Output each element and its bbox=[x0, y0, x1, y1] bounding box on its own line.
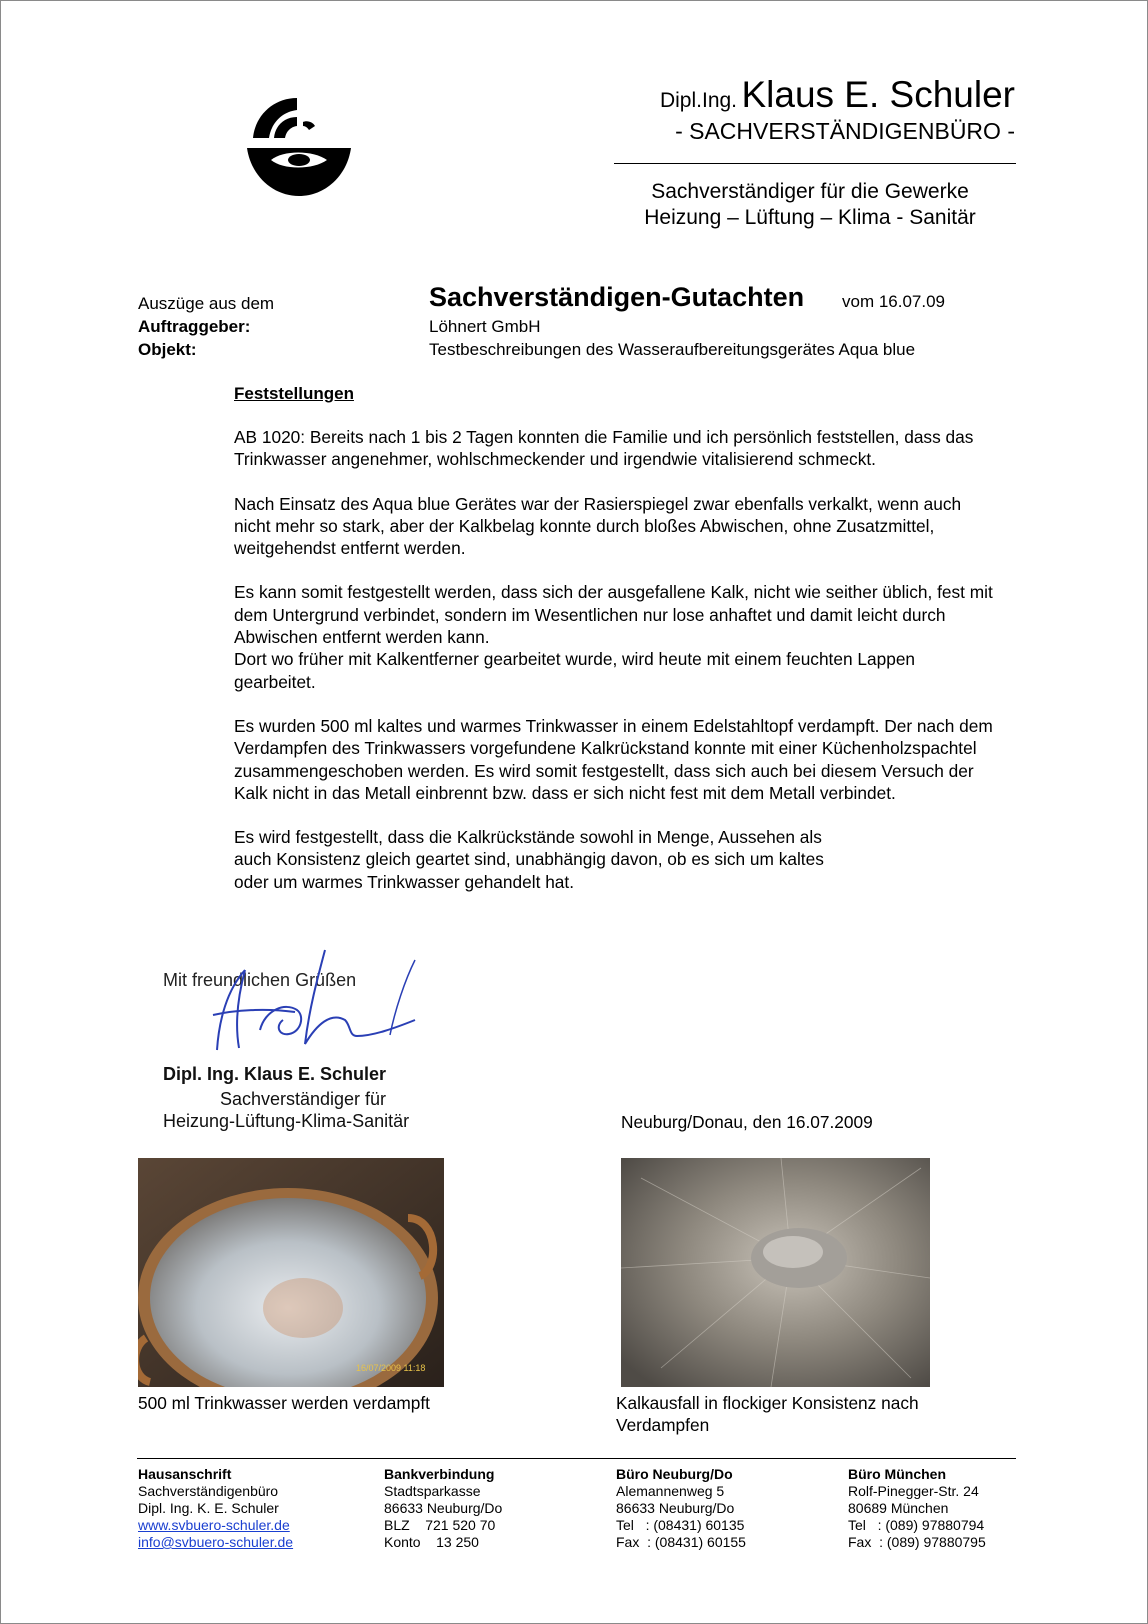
document-date: vom 16.07.09 bbox=[842, 292, 946, 311]
handwritten-signature bbox=[205, 940, 435, 1055]
greeting: Mit freundlichen Grüßen bbox=[163, 970, 357, 990]
footer-line: Fax : (089) 97880795 bbox=[848, 1534, 986, 1550]
lime-residue-image bbox=[621, 1158, 930, 1387]
finding-paragraph: oder um warmes Trinkwasser gehandelt hat. bbox=[234, 871, 575, 892]
photo-timestamp: 16/07/2009 11:18 bbox=[356, 1363, 426, 1373]
findings-body bbox=[234, 426, 994, 915]
photo-lime-residue bbox=[621, 1158, 930, 1387]
finding-paragraph: Es kann somit festgestellt werden, dass sich der ausgefallene Kalk, nicht wie seither üblich, fest mit dem Untergrund verbindet, sondern im Wesentlichen nur lose anhaftet und damit leicht durch Abwischen entfernt werden kann. bbox=[234, 582, 993, 648]
name-main: Klaus E. Schuler bbox=[741, 74, 1015, 115]
footer-line: 86633 Neuburg/Do bbox=[384, 1500, 503, 1516]
company-logo bbox=[243, 92, 355, 200]
footer-line: Tel : (089) 97880794 bbox=[848, 1517, 985, 1533]
signature-name: Dipl. Ing. Klaus E. Schuler bbox=[163, 1064, 387, 1084]
footer-line: Fax : (08431) 60155 bbox=[616, 1534, 746, 1550]
email-link[interactable]: info@svbuero-schuler.de bbox=[138, 1534, 294, 1550]
finding-paragraph: Es wurden 500 ml kaltes und warmes Trinkwasser in einem Edelstahltopf verdampft. Der nach dem Verdampfen des Trinkwassers vorgefundene Kalkrückstand konnte mit einer Küchenholzspachtel zusammengeschoben werden. Es wird somit festgestellt, dass sich auch bei diesem Versuch der Kalk nicht in das Metall einbrennt bzw. dass er sich nicht fest mit dem Metall verbindet. bbox=[234, 715, 993, 803]
footer-heading: Büro Neuburg/Do bbox=[616, 1466, 733, 1482]
photo-right-caption-2: Verdampfen bbox=[616, 1415, 710, 1435]
object-label: Objekt: bbox=[138, 340, 197, 359]
footer-line: Dipl. Ing. K. E. Schuler bbox=[138, 1500, 279, 1516]
client-value: Löhnert GmbH bbox=[429, 317, 541, 336]
footer-bank bbox=[384, 1466, 502, 1551]
footer-divider bbox=[137, 1458, 1016, 1459]
client-label: Auftraggeber: bbox=[138, 317, 251, 336]
findings-heading: Feststellungen bbox=[234, 384, 354, 403]
footer-heading: Hausanschrift bbox=[138, 1466, 232, 1482]
header-divider bbox=[614, 163, 1016, 164]
document-title: Sachverständigen-Gutachten bbox=[429, 282, 805, 312]
finding-paragraph: Dort wo früher mit Kalkentferner gearbeitet wurde, wird heute mit einem feuchten Lappen gearbeitet. bbox=[234, 649, 916, 692]
photo-boiling-pot bbox=[138, 1158, 444, 1387]
place-and-date: Neuburg/Donau, den 16.07.2009 bbox=[621, 1112, 873, 1132]
finding-paragraph: Es wird festgestellt, dass die Kalkrückstände sowohl in Menge, Aussehen als auch Konsistenz gleich geartet sind, unabhängig davon, ob es sich um kaltes bbox=[234, 827, 824, 870]
footer-line: Alemannenweg 5 bbox=[616, 1483, 725, 1499]
footer-line: BLZ 721 520 70 bbox=[384, 1517, 496, 1533]
website-link[interactable]: www.svbuero-schuler.de bbox=[138, 1517, 290, 1533]
boiling-pot-image bbox=[138, 1158, 444, 1387]
footer-office-muenchen bbox=[848, 1466, 986, 1551]
expertise-line-2: Heizung – Lüftung – Klima - Sanitär bbox=[644, 206, 976, 229]
photo-right-caption-1: Kalkausfall in flockiger Konsistenz nach bbox=[616, 1393, 919, 1413]
footer-line: 86633 Neuburg/Do bbox=[616, 1500, 735, 1516]
finding-paragraph: AB 1020: Bereits nach 1 bis 2 Tagen konnten die Familie und ich persönlich feststellen, dass das Trinkwasser angenehmer, wohlschmeckender und irgendwie vitalisierend schmeckt. bbox=[234, 427, 974, 470]
footer-line: 80689 München bbox=[848, 1500, 949, 1516]
footer-address bbox=[138, 1466, 293, 1551]
footer-line: Tel : (08431) 60135 bbox=[616, 1517, 745, 1533]
expert-name bbox=[615, 74, 1015, 116]
footer-line: Rolf-Pinegger-Str. 24 bbox=[848, 1483, 979, 1499]
expertise-line-1: Sachverständiger für die Gewerke bbox=[651, 180, 969, 203]
footer-heading: Büro München bbox=[848, 1466, 946, 1482]
footer-heading: Bankverbindung bbox=[384, 1466, 495, 1482]
office-title: - SACHVERSTÄNDIGENBÜRO - bbox=[675, 118, 1015, 144]
footer-line: Stadtsparkasse bbox=[384, 1483, 481, 1499]
name-prefix: Dipl.Ing. bbox=[659, 89, 738, 112]
object-value: Testbeschreibungen des Wasseraufbereitungsgerätes Aqua blue bbox=[429, 340, 916, 359]
finding-paragraph: Nach Einsatz des Aqua blue Gerätes war der Rasierspiegel zwar ebenfalls verkalkt, wenn auch nicht mehr so stark, aber der Kalkbelag konnte durch bloßes Abwischen, ohne Zusatzmittel, weitgehendst entfernt werden. bbox=[234, 493, 962, 559]
signature-role-1: Sachverständiger für bbox=[219, 1089, 387, 1109]
footer-office-neuburg bbox=[616, 1466, 746, 1551]
signature-role-2: Heizung-Lüftung-Klima-Sanitär bbox=[163, 1111, 410, 1131]
footer-line: Sachverständigenbüro bbox=[138, 1483, 279, 1499]
intro-text: Auszüge aus dem bbox=[138, 294, 275, 313]
footer-line: Konto 13 250 bbox=[384, 1534, 479, 1550]
photo-left-caption: 500 ml Trinkwasser werden verdampft bbox=[138, 1393, 430, 1413]
